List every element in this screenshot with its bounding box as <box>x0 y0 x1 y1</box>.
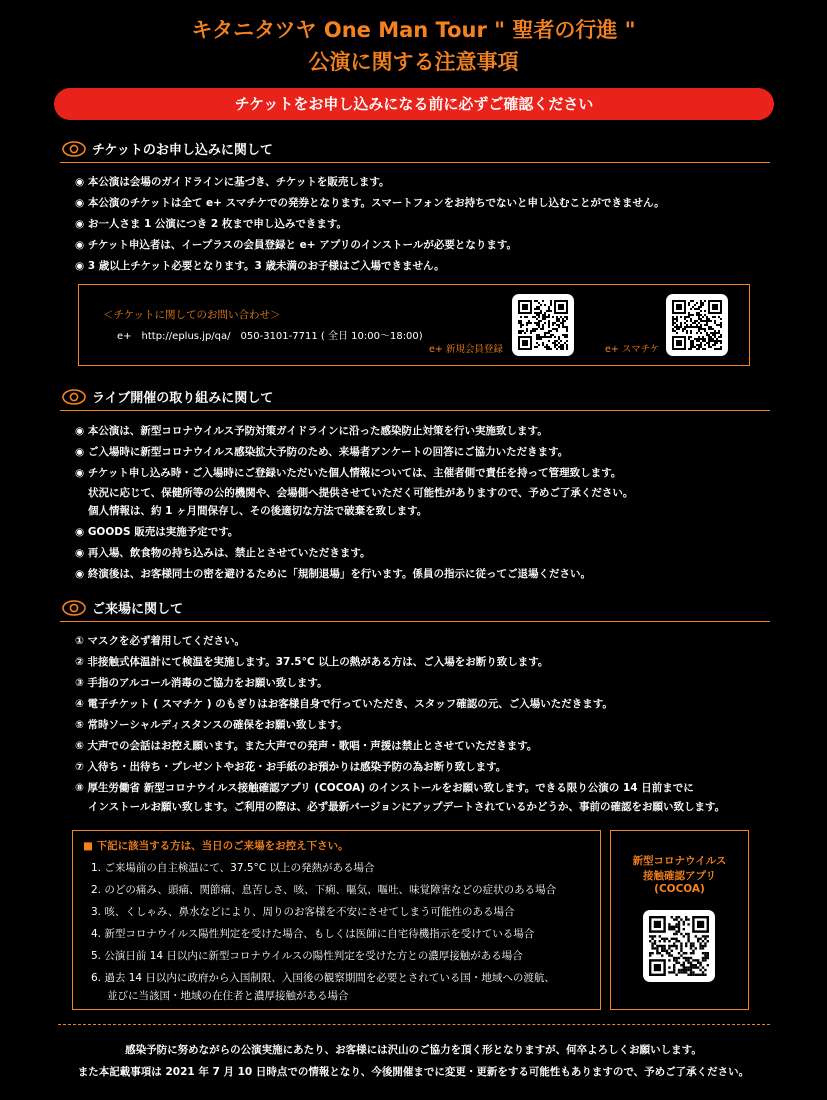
list-item: ◉ 再入場、飲食物の持ち込みは、禁止とさせていただきます。 <box>75 547 371 559</box>
page-title: キタニタツヤ One Man Tour " 聖者の行進 " <box>191 18 636 42</box>
cocoa-label-3: (COCOA) <box>654 883 705 895</box>
list-item: ⑦ 入待ち・出待ち・プレゼントやお花・お手紙のお預かりは感染予防の為お断り致します。 <box>75 761 507 773</box>
list-item: インストールお願い致します。ご利用の際は、必ず最新バージョンにアップデートされているかどうか、事前の確認をお願い致します。 <box>88 801 726 813</box>
qr-code-cocoa[interactable] <box>643 910 715 982</box>
list-item: ⑤ 常時ソーシャルディスタンスの確保をお願い致します。 <box>75 719 348 731</box>
cocoa-label-1: 新型コロナウイルス <box>632 855 727 867</box>
notice-item: 5. 公演日前 14 日以内に新型コロナウイルスの陽性判定を受けた方との濃厚接触がある場合 <box>91 950 523 962</box>
cocoa-label-2: 接触確認アプリ <box>642 870 717 882</box>
list-item: ⑥ 大声での会話はお控え願います。また大声での発声・歌唱・声援は禁止とさせていただきます。 <box>75 740 538 752</box>
section-heading-text: ご来場に関して <box>92 602 184 617</box>
list-item: ◉ お一人さま 1 公演につき 2 枚まで申し込みできます。 <box>75 218 348 230</box>
warning-banner: チケットをお申し込みになる前に必ずご確認ください <box>54 88 774 120</box>
section-heading-text: チケットのお申し込みに関して <box>92 143 273 158</box>
contact-detail: e+ http://eplus.jp/qa/ 050-3101-7711 ( 全日 10:00〜18:00) <box>117 331 423 342</box>
eye-icon <box>62 599 86 617</box>
list-item: ④ 電子チケット ( スマチケ ) のもぎりはお客様自身で行っていただき、スタッフ確認の元、ご入場いただきます。 <box>75 698 613 710</box>
notice-box <box>72 830 601 1010</box>
list-item: ◉ チケット申込者は、イープラスの会員登録と e+ アプリのインストールが必要となります。 <box>75 239 517 251</box>
list-item: ⑧ 厚生労働省 新型コロナウイルス接触確認アプリ (COCOA) のインストールをお願い致します。できる限り公演の 14 日前までに <box>75 782 694 794</box>
list-item: ◉ ご入場時に新型コロナウイルス感染拡大予防のため、来場者アンケートの回答にご協力いただきます。 <box>75 446 569 458</box>
notice-item: 4. 新型コロナウイルス陽性判定を受けた場合、もしくは医師に自宅待機指示を受けている場合 <box>91 928 535 940</box>
qr-label-smaticket: e+ スマチケ <box>605 344 660 355</box>
list-item: 状況に応じて、保健所等の公的機関や、会場側へ提供させていただく可能性がありますので、予めご了承ください。 <box>88 487 634 499</box>
qr-code-smaticket[interactable] <box>666 294 728 356</box>
qr-label-register: e+ 新規会員登録 <box>429 344 503 355</box>
list-item: ③ 手指のアルコール消毒のご協力をお願い致します。 <box>75 677 328 689</box>
section-heading-ticket <box>60 138 770 163</box>
cocoa-box <box>610 830 749 1010</box>
list-item: ◉ チケット申し込み時・ご入場時にご登録いただいた個人情報については、主催者側で責任を持って管理致します。 <box>75 467 622 479</box>
section-heading-live <box>60 386 770 411</box>
notice-item: 6. 過去 14 日以内に政府から入国制限、入国後の観察期間を必要とされている国・地域への渡航、 <box>91 972 555 984</box>
qr-code-register[interactable] <box>512 294 574 356</box>
notice-heading: ■ 下記に該当する方は、当日のご来場をお控え下さい。 <box>83 840 349 852</box>
list-item: 個人情報は、約 1 ヶ月間保存し、その後適切な方法で破棄を致します。 <box>88 505 428 517</box>
contact-box <box>78 284 750 366</box>
footer-line: また本記載事項は 2021 年 7 月 10 日時点での情報となり、今後開催までに変更・更新をする可能性もありますので、予めご了承ください。 <box>77 1066 750 1078</box>
notice-item: 並びに当該国・地域の在住者と濃厚接触がある場合 <box>107 990 349 1002</box>
list-item: ◉ GOODS 販売は実施予定です。 <box>75 526 239 538</box>
list-item: ◉ 3 歳以上チケット必要となります。3 歳未満のお子様はご入場できません。 <box>75 260 445 272</box>
contact-heading: ＜チケットに関してのお問い合わせ＞ <box>103 309 281 321</box>
list-item: ① マスクを必ず着用してください。 <box>75 635 246 647</box>
section-heading-visit <box>60 597 770 622</box>
eye-icon <box>62 388 86 406</box>
divider <box>58 1024 770 1025</box>
eye-icon <box>62 140 86 158</box>
list-item: ◉ 終演後は、お客様同士の密を避けるために「規制退場」を行います。係員の指示に従ってご退場ください。 <box>75 568 591 580</box>
section-heading-text: ライブ開催の取り組みに関して <box>92 391 274 406</box>
page-subtitle: 公演に関する注意事項 <box>308 50 519 74</box>
list-item: ◉ 本公演は、新型コロナウイルス予防対策ガイドラインに沿った感染防止対策を行い実施致します。 <box>75 425 548 437</box>
list-item: ◉ 本公演のチケットは全て e+ スマチケでの発券となります。スマートフォンをお持ちでないと申し込むことができません。 <box>75 197 665 209</box>
notice-item: 3. 咳、くしゃみ、鼻水などにより、周りのお客様を不安にさせてしまう可能性のある場合 <box>91 906 515 918</box>
notice-item: 1. ご来場前の自主検温にて、37.5°C 以上の発熱がある場合 <box>91 862 375 874</box>
list-item: ◉ 本公演は会場のガイドラインに基づき、チケットを販売します。 <box>75 176 390 188</box>
notice-item: 2. のどの痛み、頭痛、関節痛、息苦しさ、咳、下痢、嘔気、嘔吐、味覚障害などの症状のある場合 <box>91 884 557 896</box>
list-item: ② 非接触式体温計にて検温を実施します。37.5°C 以上の熱がある方は、ご入場をお断り致します。 <box>75 656 549 668</box>
footer-line: 感染予防に努めながらの公演実施にあたり、お客様には沢山のご協力を頂く形となりますが、何卒よろしくお願いします。 <box>125 1044 702 1056</box>
